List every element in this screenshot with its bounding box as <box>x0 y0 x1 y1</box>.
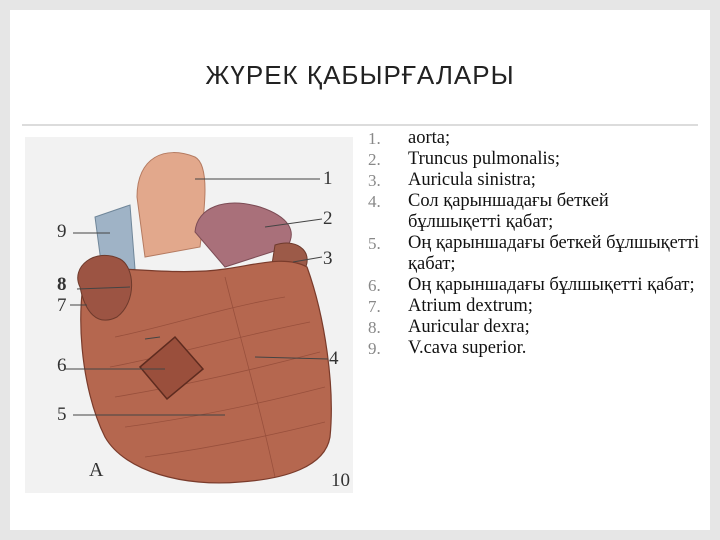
list-item: 1. aorta; <box>368 128 451 148</box>
list-item: 7. Atrium dextrum; <box>368 296 533 316</box>
list-item: 9. V.cava superior. <box>368 338 527 358</box>
label-8: 8 <box>57 274 67 295</box>
list-item: 8. Auricular dexra; <box>368 317 530 337</box>
slide-title: ЖҮРЕК ҚАБЫРҒАЛАРЫ <box>205 60 515 90</box>
label-7: 7 <box>57 295 67 316</box>
list-item: 2. Truncus pulmonalis; <box>368 149 560 169</box>
list-item: 3. Auricula sinistra; <box>368 170 536 190</box>
label-9: 9 <box>57 221 67 242</box>
label-10: 10 <box>331 470 350 491</box>
list-item: 6. Оң қарыншадағы бұлшықетті қабат; <box>368 275 695 295</box>
label-4: 4 <box>329 348 339 369</box>
figure-letter-a: A <box>89 459 104 481</box>
heart-drawing <box>25 137 353 493</box>
heart-illustration <box>25 137 353 493</box>
label-5: 5 <box>57 404 67 425</box>
label-3: 3 <box>323 248 333 269</box>
label-2: 2 <box>323 208 333 229</box>
label-1: 1 <box>323 168 333 189</box>
list-item: 4. Сол қарыншадағы беткей бұлшықетті қабат; <box>368 191 609 232</box>
list-item: 5. Оң қарыншадағы беткей бұлшықетті қабат; <box>368 233 700 274</box>
label-6: 6 <box>57 355 67 376</box>
legend-list <box>368 128 703 359</box>
title-box <box>22 22 698 126</box>
aorta-shape <box>137 153 205 257</box>
